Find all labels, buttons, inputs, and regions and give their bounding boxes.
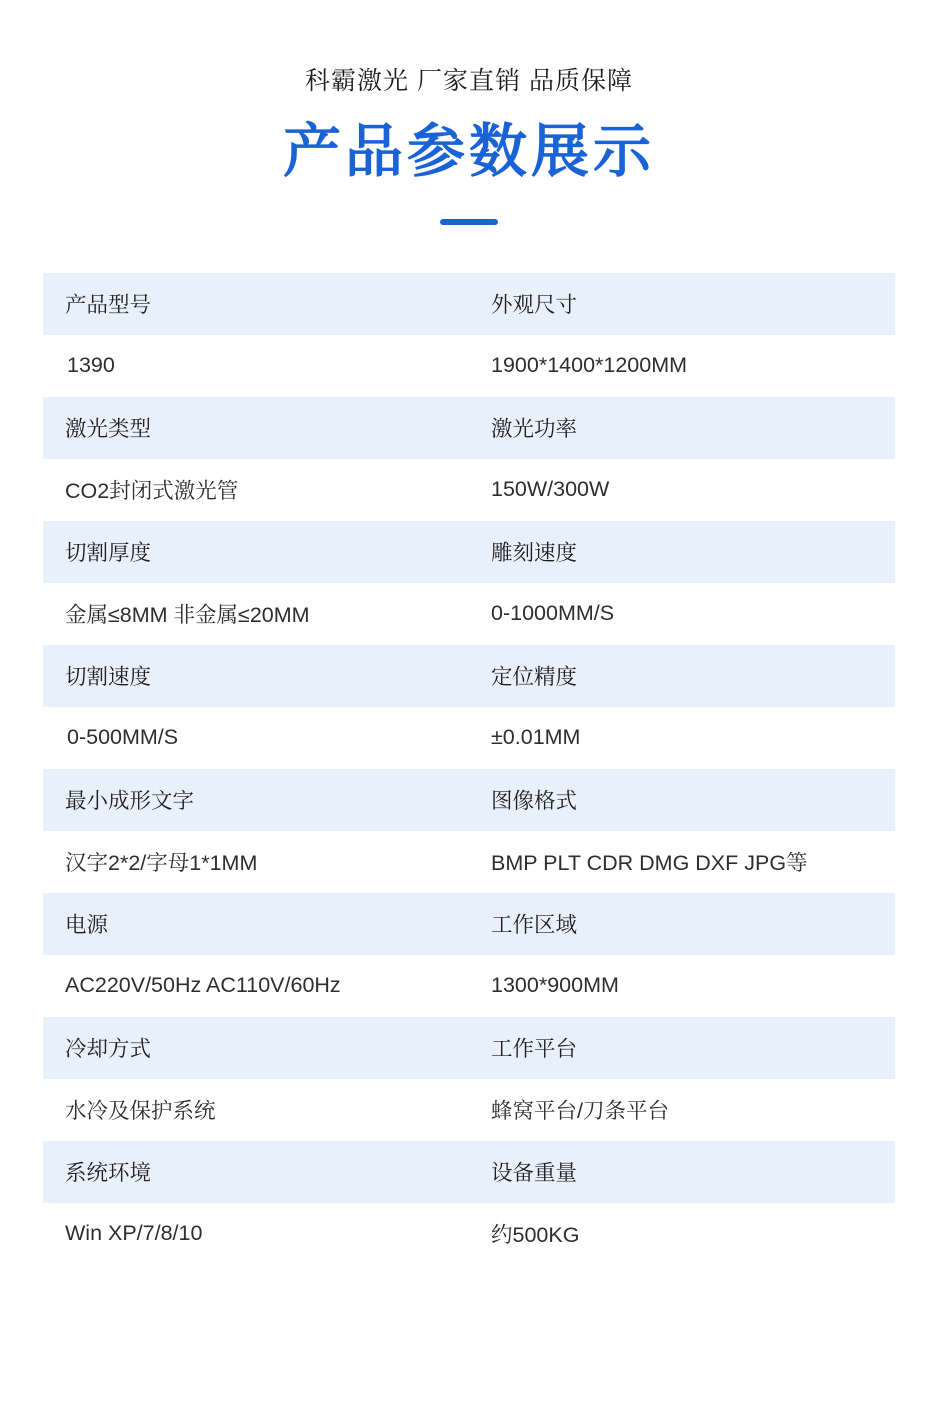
spec-value-cell: 0-500MM/S bbox=[43, 707, 469, 769]
spec-label-cell: 最小成形文字 bbox=[43, 769, 469, 831]
spec-value-cell: 1900*1400*1200MM bbox=[469, 335, 895, 397]
spec-value-cell: 1390 bbox=[43, 335, 469, 397]
page-title: 产品参数展示 bbox=[282, 119, 655, 184]
table-row bbox=[43, 955, 895, 1017]
table-row bbox=[43, 707, 895, 769]
spec-label-cell: 工作平台 bbox=[469, 1017, 895, 1079]
table-row bbox=[43, 1017, 895, 1079]
spec-value-cell: ±0.01MM bbox=[469, 707, 895, 769]
table-row bbox=[43, 459, 895, 521]
table-row bbox=[43, 273, 895, 335]
table-row bbox=[43, 893, 895, 955]
spec-value-cell: 1300*900MM bbox=[469, 955, 895, 1017]
spec-label-cell: 定位精度 bbox=[469, 645, 895, 707]
spec-value-cell: 蜂窝平台/刀条平台 bbox=[469, 1079, 895, 1141]
table-row bbox=[43, 521, 895, 583]
spec-label-cell: 图像格式 bbox=[469, 769, 895, 831]
spec-value-cell: CO2封闭式激光管 bbox=[43, 459, 469, 521]
spec-label-cell: 雕刻速度 bbox=[469, 521, 895, 583]
spec-label-cell: 外观尺寸 bbox=[469, 273, 895, 335]
spec-table bbox=[43, 273, 895, 1265]
spec-value-cell: 0-1000MM/S bbox=[469, 583, 895, 645]
table-row bbox=[43, 831, 895, 893]
table-row bbox=[43, 1141, 895, 1203]
spec-label-cell: 设备重量 bbox=[469, 1141, 895, 1203]
spec-value-cell: 水冷及保护系统 bbox=[43, 1079, 469, 1141]
spec-label-cell: 电源 bbox=[43, 893, 469, 955]
table-row bbox=[43, 1203, 895, 1265]
spec-value-cell: 150W/300W bbox=[469, 459, 895, 521]
spec-label-cell: 激光功率 bbox=[469, 397, 895, 459]
spec-value-cell: BMP PLT CDR DMG DXF JPG等 bbox=[469, 831, 895, 893]
table-row bbox=[43, 1079, 895, 1141]
spec-table-body bbox=[43, 273, 895, 1265]
spec-label-cell: 切割厚度 bbox=[43, 521, 469, 583]
spec-label-cell: 系统环境 bbox=[43, 1141, 469, 1203]
table-row bbox=[43, 769, 895, 831]
spec-label-cell: 激光类型 bbox=[43, 397, 469, 459]
title-divider-wrap bbox=[0, 219, 938, 225]
spec-label-cell: 产品型号 bbox=[43, 273, 469, 335]
table-row bbox=[43, 397, 895, 459]
title-divider bbox=[440, 219, 498, 225]
spec-label-cell: 工作区域 bbox=[469, 893, 895, 955]
spec-value-cell: 约500KG bbox=[469, 1203, 895, 1265]
table-row bbox=[43, 335, 895, 397]
spec-value-cell: 汉字2*2/字母1*1MM bbox=[43, 831, 469, 893]
header-subtitle: 科霸激光 厂家直销 品质保障 bbox=[305, 67, 633, 95]
spec-label-cell: 冷却方式 bbox=[43, 1017, 469, 1079]
spec-value-cell: Win XP/7/8/10 bbox=[43, 1203, 469, 1265]
spec-label-cell: 切割速度 bbox=[43, 645, 469, 707]
page-header bbox=[0, 0, 938, 225]
spec-value-cell: AC220V/50Hz AC110V/60Hz bbox=[43, 955, 469, 1017]
spec-value-cell: 金属≤8MM 非金属≤20MM bbox=[43, 583, 469, 645]
table-row bbox=[43, 583, 895, 645]
table-row bbox=[43, 645, 895, 707]
